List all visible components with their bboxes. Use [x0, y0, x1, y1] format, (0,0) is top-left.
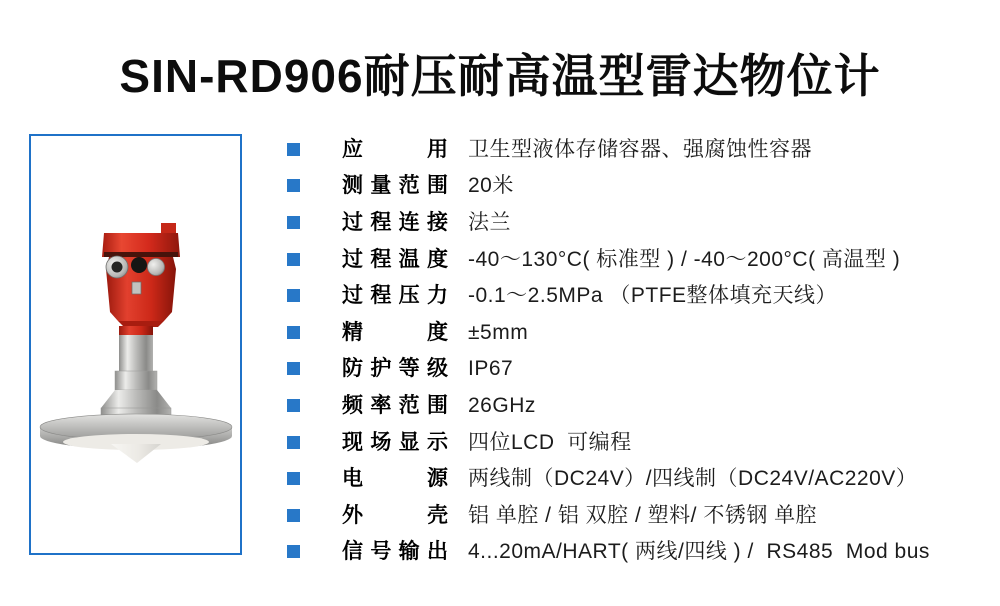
radar-level-meter-photo: [31, 136, 240, 553]
spec-label: 测量范围: [342, 174, 448, 198]
spec-row-process-pressure: [287, 277, 987, 314]
spec-label: 防护等级: [342, 357, 448, 381]
bullet-square-icon: [287, 143, 300, 156]
spec-value: 卫生型液体存储容器、强腐蚀性容器: [468, 137, 812, 161]
spec-row-housing: [287, 497, 987, 534]
bullet-square-icon: [287, 362, 300, 375]
spec-value: 两线制（DC24V）/四线制（DC24V/AC220V）: [468, 467, 918, 491]
spec-row-signal-output: [287, 534, 987, 571]
bullet-square-icon: [287, 179, 300, 192]
device-cap-tab: [161, 223, 176, 234]
spec-label: 频率范围: [342, 393, 448, 417]
device-ptfe-cone: [111, 444, 161, 463]
spec-row-application: [287, 131, 987, 168]
bullet-square-icon: [287, 545, 300, 558]
bullet-square-icon: [287, 289, 300, 302]
device-blind-plug: [131, 257, 147, 273]
spec-label: 电源: [342, 467, 448, 491]
spec-value: 法兰: [468, 210, 511, 234]
bullet-square-icon: [287, 436, 300, 449]
spec-value: 4...20mA/HART( 两线/四线 ) / RS485 Mod bus: [468, 540, 930, 564]
spec-row-local-display: [287, 424, 987, 461]
spec-value: 四位LCD 可编程: [468, 430, 632, 454]
bullet-square-icon: [287, 216, 300, 229]
device-stem: [119, 335, 153, 371]
spec-value: 26GHz: [468, 393, 536, 417]
device-flare: [101, 390, 171, 408]
spec-label: 现场显示: [342, 430, 448, 454]
spec-label: 外壳: [342, 503, 448, 527]
spec-row-accuracy: [287, 314, 987, 351]
spec-value: -40～130°C( 标准型 ) / -40～200°C( 高温型 ): [468, 247, 901, 271]
bullet-square-icon: [287, 509, 300, 522]
bullet-square-icon: [287, 253, 300, 266]
spec-row-process-temperature: [287, 241, 987, 278]
spec-label: 过程压力: [342, 284, 448, 308]
spec-label: 信号输出: [342, 540, 448, 564]
spec-value: ±5mm: [468, 320, 529, 344]
page-title: SIN-RD906耐压耐高温型雷达物位计: [119, 50, 881, 102]
spec-label: 应用: [342, 137, 448, 161]
spec-label: 精度: [342, 320, 448, 344]
device-steel-plug: [148, 259, 165, 276]
spec-label: 过程温度: [342, 247, 448, 271]
spec-label: 过程连接: [342, 210, 448, 234]
device-cable-gland-core: [112, 262, 123, 273]
device-nameplate: [132, 282, 141, 294]
spec-value: IP67: [468, 357, 514, 381]
bullet-square-icon: [287, 326, 300, 339]
spec-row-process-connection: [287, 204, 987, 241]
bullet-square-icon: [287, 472, 300, 485]
spec-row-protection-class: [287, 351, 987, 388]
bullet-square-icon: [287, 399, 300, 412]
product-photo-frame: [29, 134, 242, 555]
device-collar: [115, 371, 157, 390]
spec-row-power-supply: [287, 460, 987, 497]
spec-value: -0.1～2.5MPa （PTFE整体填充天线）: [468, 284, 838, 308]
device-neck: [119, 326, 153, 335]
spec-row-range: [287, 168, 987, 205]
spec-value: 铝 单腔 / 铝 双腔 / 塑料/ 不锈钢 单腔: [468, 503, 818, 527]
spec-row-frequency-range: [287, 387, 987, 424]
spec-value: 20米: [468, 174, 514, 198]
spec-list: [287, 131, 987, 570]
